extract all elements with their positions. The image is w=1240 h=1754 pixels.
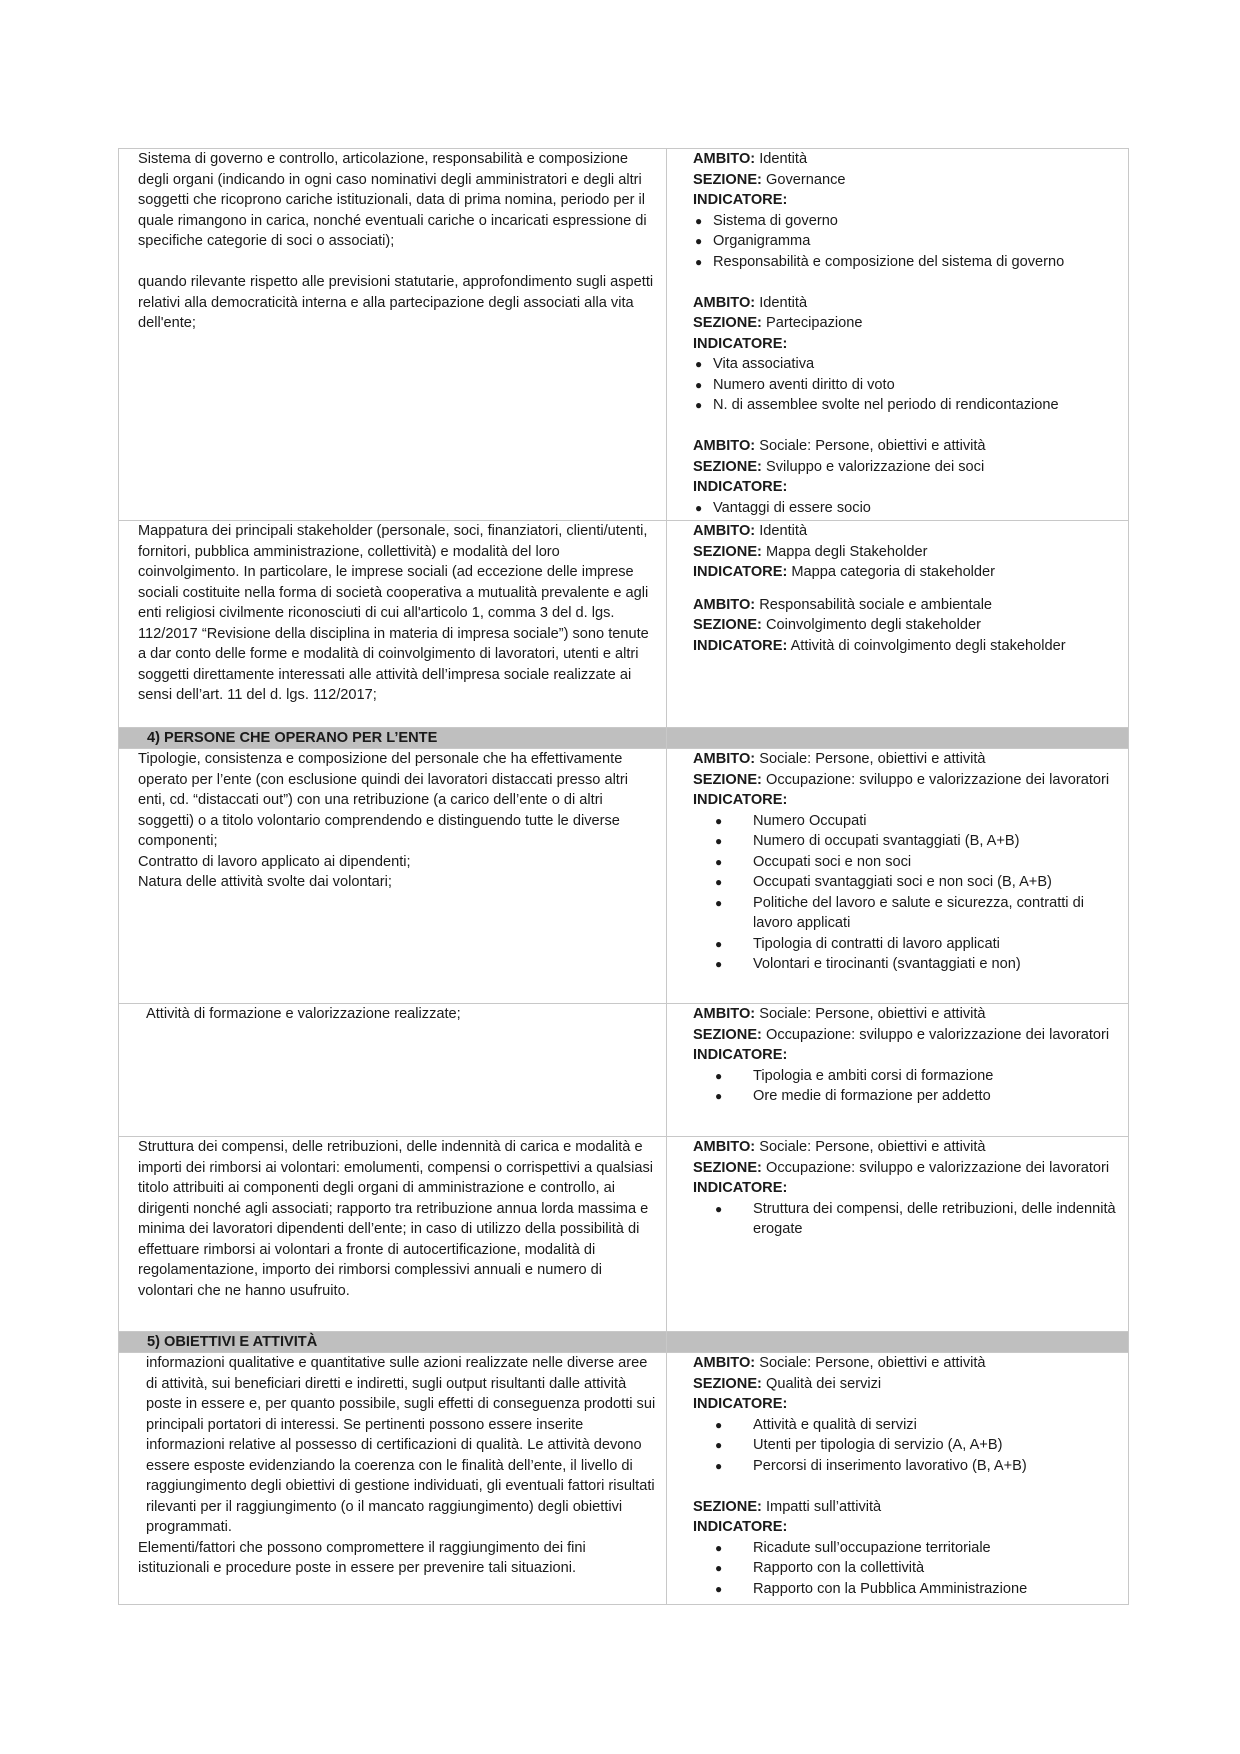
list-item: ● Numero aventi diritto di voto xyxy=(693,375,1120,396)
indicatore-label: INDICATORE: xyxy=(693,792,788,808)
indicator-cell xyxy=(667,1353,1129,1605)
ambito-label: AMBITO: xyxy=(693,294,756,311)
list-item: ● Occupati svantaggiati soci e non soci (B, A+B) xyxy=(693,872,1120,893)
requirement-cell xyxy=(119,1137,667,1332)
indicatore-label: INDICATORE: xyxy=(693,192,788,208)
requirement-text: Struttura dei compensi, delle retribuzioni, delle indennità di carica e modalità e importi dei rimborsi ai volontari: emolumenti, compensi o corrispettivi a qualsiasi titolo attribuiti ai componenti degli organi di amministrazione e controllo, ai dirigenti nonché agli associati; rapporto tra retribuzione annua lorda massima e minima dei lavoratori dipendenti dell’ente; in caso di utilizzo della possibilità di effettuare rimborsi ai volontari a fronte di autocertificazione, modalità di regolamentazione, importo dei rimborsi complessivi annuali e numero di volontari che ne hanno usufruito. xyxy=(138,1139,654,1299)
list-item: ● Responsabilità e composizione del sistema di governo xyxy=(693,252,1120,273)
indicator-list xyxy=(693,811,1120,975)
ambito-value: Sociale: Persone, obiettivi e attività xyxy=(759,1006,986,1022)
ambito-label: AMBITO: xyxy=(693,751,756,767)
sezione-value: Occupazione: sviluppo e valorizzazione dei lavoratori xyxy=(765,1026,1110,1043)
indicator-block xyxy=(693,436,1120,518)
indicator-list xyxy=(693,1066,1120,1107)
section-header-row xyxy=(119,1332,1129,1353)
indicator-block xyxy=(693,1137,1120,1240)
requirement-text: Elementi/fattori che possono compromettere il raggiungimento dei fini istituzionali e procedure poste in essere per prevenire tali situazioni. xyxy=(138,1539,586,1576)
requirement-text: Tipologie, consistenza e composizione del personale che ha effettivamente operato per l’ente (con esclusione quindi dei lavoratori distaccati presso altri enti, cd. “distaccati out”) con una retribuzione (a carico dell’ente o di altri soggetti) o a titolo volontario comprendendo e distinguendo tutte le diverse componenti; xyxy=(138,751,628,849)
list-item: ● Sistema di governo xyxy=(693,211,1120,232)
sezione-value: Impatti sull’attività xyxy=(765,1498,882,1515)
ambito-label: AMBITO: xyxy=(693,438,756,454)
ambito-label: AMBITO: xyxy=(693,1006,756,1022)
indicator-list xyxy=(693,1199,1120,1240)
indicatore-label: INDICATORE: xyxy=(693,564,788,580)
list-item: ● Struttura dei compensi, delle retribuzioni, delle indennità erogate xyxy=(693,1199,1120,1240)
indicatore-label: INDICATORE: xyxy=(693,637,788,654)
sezione-label: SEZIONE: xyxy=(693,458,762,475)
requirement-text: informazioni qualitative e quantitative sulle azioni realizzate nelle diverse aree di attività, sui beneficiari diretti e indiretti, sugli output risultanti dalle attività poste in essere e, per quanto possibile, sugli effetti di conseguenza prodotti sui principali portatori di interessi. Se pertinenti possono essere inserite informazioni relative al possesso di certificazioni di qualità. Le attività devono essere esposte evidenziando la coerenza con le finalità dell’ente, il livello di raggiungimento degli obiettivi di gestione individuati, gli eventuali fattori risultati rilevanti per il raggiungimento (o il mancato raggiungimento) degli obiettivi programmati. xyxy=(146,1355,656,1535)
indicatore-label: INDICATORE: xyxy=(693,335,788,352)
indicatore-value: Mappa categoria di stakeholder xyxy=(791,564,996,580)
sezione-label: SEZIONE: xyxy=(693,1375,762,1392)
sezione-label: SEZIONE: xyxy=(693,617,762,633)
table-row xyxy=(119,749,1129,1004)
indicatore-label: INDICATORE: xyxy=(693,1047,788,1063)
list-item: ● Rapporto con la Pubblica Amministrazione xyxy=(693,1579,1120,1600)
indicator-list xyxy=(693,354,1120,416)
list-item: ● Rapporto con la collettività xyxy=(693,1558,1120,1579)
indicator-mapping-table xyxy=(118,148,1129,1605)
indicator-cell xyxy=(667,149,1129,521)
ambito-value: Sociale: Persone, obiettivi e attività xyxy=(759,1139,986,1155)
indicator-cell xyxy=(667,521,1129,728)
sezione-value: Mappa degli Stakeholder xyxy=(765,543,928,560)
sezione-value: Qualità dei servizi xyxy=(765,1375,882,1392)
sezione-label: SEZIONE: xyxy=(693,1159,762,1176)
indicator-block xyxy=(693,595,1120,657)
sezione-label: SEZIONE: xyxy=(693,771,762,788)
indicator-block xyxy=(693,521,1120,583)
sezione-label: SEZIONE: xyxy=(693,543,762,560)
sezione-value: Occupazione: sviluppo e valorizzazione dei lavoratori xyxy=(765,1159,1110,1176)
indicator-block xyxy=(693,1353,1120,1476)
ambito-label: AMBITO: xyxy=(693,151,756,167)
requirement-cell xyxy=(119,749,667,1004)
list-item: ● Numero di occupati svantaggiati (B, A+B) xyxy=(693,831,1120,852)
indicator-block xyxy=(693,293,1120,416)
ambito-label: AMBITO: xyxy=(693,1355,756,1371)
indicator-list xyxy=(693,1538,1120,1600)
list-item: ● Ricadute sull’occupazione territoriale xyxy=(693,1538,1120,1559)
table-row xyxy=(119,149,1129,521)
ambito-value: Identità xyxy=(759,151,808,167)
indicatore-label: INDICATORE: xyxy=(693,479,788,495)
list-item: ● Numero Occupati xyxy=(693,811,1120,832)
sezione-value: Occupazione: sviluppo e valorizzazione dei lavoratori xyxy=(765,771,1110,788)
section-title: 5) OBIETTIVI E ATTIVITÀ xyxy=(119,1332,667,1353)
list-item: ● Organigramma xyxy=(693,231,1120,252)
ambito-value: Sociale: Persone, obiettivi e attività xyxy=(759,438,986,454)
sezione-label: SEZIONE: xyxy=(693,315,762,331)
ambito-label: AMBITO: xyxy=(693,1139,756,1155)
list-item: ● Attività e qualità di servizi xyxy=(693,1415,1120,1436)
sezione-value: Sviluppo e valorizzazione dei soci xyxy=(765,458,985,475)
requirement-cell xyxy=(119,149,667,521)
ambito-value: Sociale: Persone, obiettivi e attività xyxy=(759,1355,986,1371)
requirement-text: Attività di formazione e valorizzazione realizzate; xyxy=(146,1006,461,1022)
requirement-text: Sistema di governo e controllo, articolazione, responsabilità e composizione degli organi (indicando in ogni caso nominativi degli amministratori e degli altri soggetti che ricoprono cariche istituzionali, data di prima nomina, periodo per il quale rimangono in carica, nonché eventuali cariche o incaricati espressione di specifiche categorie di soci o associati); xyxy=(138,151,647,249)
list-item: ● Tipologia di contratti di lavoro applicati xyxy=(693,934,1120,955)
ambito-label: AMBITO: xyxy=(693,523,756,539)
requirement-text: Natura delle attività svolte dai volontari; xyxy=(138,874,392,890)
list-item: ● Ore medie di formazione per addetto xyxy=(693,1086,1120,1107)
ambito-value: Identità xyxy=(759,294,808,311)
list-item: ● Tipologia e ambiti corsi di formazione xyxy=(693,1066,1120,1087)
indicator-block xyxy=(693,1497,1120,1600)
section-filler xyxy=(667,1332,1129,1353)
table-row xyxy=(119,1353,1129,1605)
ambito-value: Identità xyxy=(759,523,808,539)
list-item: ● Vita associativa xyxy=(693,354,1120,375)
ambito-value: Responsabilità sociale e ambientale xyxy=(759,596,993,613)
requirement-text: quando rilevante rispetto alle previsioni statutarie, approfondimento sugli aspetti relativi alla democraticità interna e alla partecipazione degli associati alla vita dell'ente; xyxy=(138,274,654,331)
list-item: ● Volontari e tirocinanti (svantaggiati e non) xyxy=(693,954,1120,975)
section-title: 4) PERSONE CHE OPERANO PER L’ENTE xyxy=(119,728,667,749)
list-item: ● Politiche del lavoro e salute e sicurezza, contratti di lavoro applicati xyxy=(693,893,1120,934)
indicator-list xyxy=(693,498,1120,519)
requirement-cell xyxy=(119,1353,667,1605)
list-item: ● Percorsi di inserimento lavorativo (B, A+B) xyxy=(693,1456,1120,1477)
indicator-block xyxy=(693,1004,1120,1107)
indicatore-label: INDICATORE: xyxy=(693,1180,788,1196)
indicator-list xyxy=(693,211,1120,273)
indicator-cell xyxy=(667,1004,1129,1137)
indicator-cell xyxy=(667,1137,1129,1332)
list-item: ● Vantaggi di essere socio xyxy=(693,498,1120,519)
section-header-row xyxy=(119,728,1129,749)
list-item: ● Occupati soci e non soci xyxy=(693,852,1120,873)
ambito-label: AMBITO: xyxy=(693,596,756,613)
sezione-value: Coinvolgimento degli stakeholder xyxy=(765,617,981,633)
indicator-block xyxy=(693,149,1120,272)
sezione-label: SEZIONE: xyxy=(693,1498,762,1515)
table-row xyxy=(119,1004,1129,1137)
indicator-block xyxy=(693,749,1120,975)
indicator-cell xyxy=(667,749,1129,1004)
requirement-cell xyxy=(119,521,667,728)
sezione-value: Partecipazione xyxy=(765,315,863,331)
sezione-label: SEZIONE: xyxy=(693,1026,762,1043)
indicator-list xyxy=(693,1415,1120,1477)
list-item: ● N. di assemblee svolte nel periodo di rendicontazione xyxy=(693,395,1120,416)
requirement-text: Mappatura dei principali stakeholder (personale, soci, finanziatori, clienti/utenti, fornitori, pubblica amministrazione, collettività) e modalità del loro coinvolgimento. In particolare, le imprese sociali (ad eccezione delle imprese sociali costituite nella forma di società cooperativa a mutualità prevalente e agli enti religiosi civilmente riconosciuti di cui all'articolo 1, comma 3 del d. lgs. 112/2017 “Revisione della disciplina in materia di impresa sociale”) sono tenute a dar conto delle forme e modalità di coinvolgimento di lavoratori, utenti e altri soggetti direttamente interessati alle attività dell’impresa sociale realizzate ai sensi dell’art. 11 del d. lgs. 112/2017; xyxy=(138,523,649,703)
sezione-label: SEZIONE: xyxy=(693,171,762,188)
requirement-text: Contratto di lavoro applicato ai dipendenti; xyxy=(138,853,411,870)
requirement-cell xyxy=(119,1004,667,1137)
sezione-value: Governance xyxy=(765,171,846,188)
indicatore-value: Attività di coinvolgimento degli stakeholder xyxy=(790,637,1066,654)
ambito-value: Sociale: Persone, obiettivi e attività xyxy=(759,751,986,767)
section-filler xyxy=(667,728,1129,749)
indicatore-label: INDICATORE: xyxy=(693,1519,788,1535)
table-row xyxy=(119,521,1129,728)
list-item: ● Utenti per tipologia di servizio (A, A+B) xyxy=(693,1435,1120,1456)
table-row xyxy=(119,1137,1129,1332)
indicatore-label: INDICATORE: xyxy=(693,1396,788,1412)
